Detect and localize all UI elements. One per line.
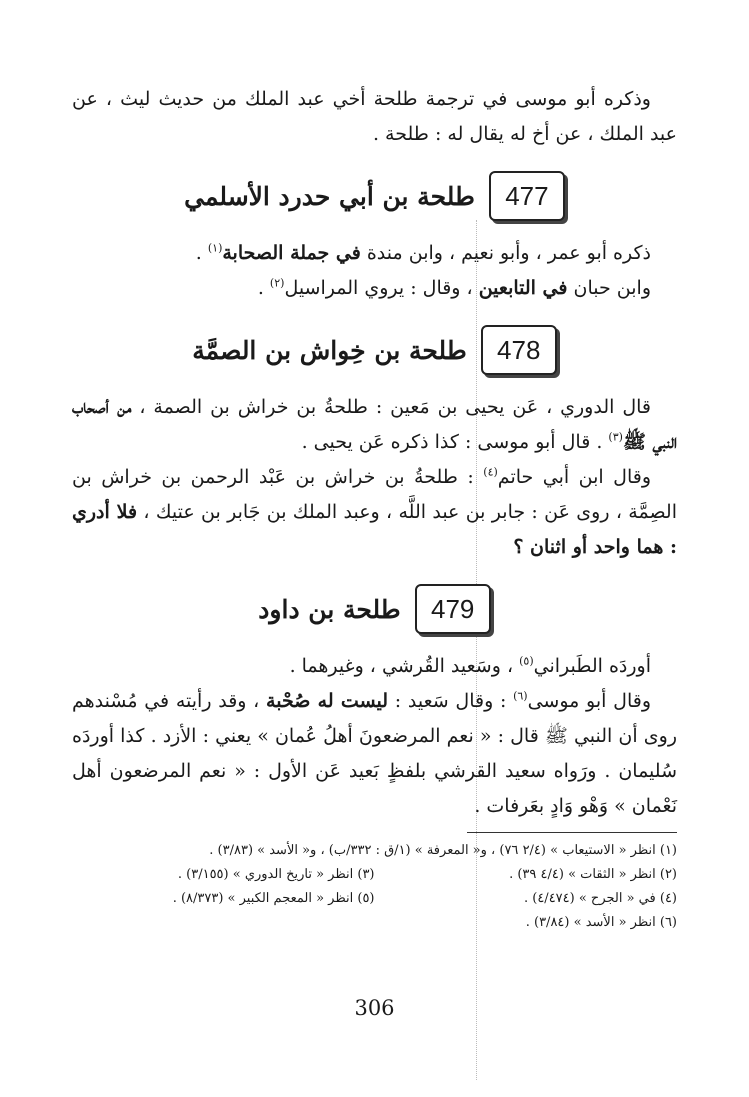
entry-478-para-1	[72, 390, 677, 460]
footnote-1: (١) انظر « الاستيعاب » (٢/٤ ٧٦) ، و« المعرفة » (١/ق : ٣٣٢/ب) ، و« الأسد » (٣/٨٣) .	[209, 843, 677, 858]
entry-header-478	[72, 320, 677, 380]
footnote-ref: (٣)	[608, 430, 623, 444]
footnote-6: (٦) انظر « الأسد » (٣/٨٤) .	[525, 915, 677, 930]
text-run: : طلحةُ بن خراش بن عَبْد الرحمن بن خراش بن الصِمَّة ، روى عَن : جابر بن عبد اللَّه ، وعبد الملك بن جَابر بن عتيك ،	[72, 466, 677, 523]
text-run: ذكره أبو عمر ، وأبو نعيم ، وابن مندة	[360, 242, 651, 264]
entry-title: طلحة بن خِواش بن الصمَّة	[192, 335, 467, 365]
text-run: وقال أبو موسى	[527, 690, 652, 712]
entry-title: طلحة بن داود	[258, 594, 401, 624]
bold-text: فلا أدري : هما واحد أو اثنان ؟	[72, 501, 677, 558]
entry-number-box: 479	[415, 584, 491, 634]
text-run: : وقال سَعيد :	[388, 690, 514, 712]
bold-text: ليست له صُحْبة	[266, 690, 389, 712]
entry-478-para-2	[72, 460, 677, 565]
text-run: وقال ابن أبي حاتم	[497, 466, 651, 488]
footnotes	[72, 839, 677, 935]
footnote-divider	[467, 832, 677, 833]
page-body	[72, 82, 677, 935]
entry-header-479	[72, 579, 677, 639]
footnote-ref: (٦)	[513, 689, 528, 703]
text-run: قال الدوري ، عَن يحيى بن مَعين : طلحةُ بن خراش بن الصمة ،	[131, 396, 652, 418]
text-run: .	[257, 277, 270, 299]
footnote-4: (٤) في « الجرح » (٤/٤٧٤) .	[523, 891, 677, 906]
text-run: .	[195, 242, 208, 264]
footnote-ref: (١)	[207, 241, 223, 255]
footnote-ref: (٥)	[519, 654, 534, 668]
entry-479-para-2	[72, 684, 677, 824]
footnote-row	[72, 863, 677, 887]
entry-477-para-1	[72, 236, 677, 271]
entry-number-box: 478	[481, 325, 557, 375]
footnote-3: (٣) انظر « تاريخ الدوري » (٣/١٥٥) .	[177, 867, 375, 882]
text-run: ، وقد رأيته في مُسْندهم روى أن النبي ﷺ قال : « نعم المرضعونَ أهلُ عُمان » يعني : الأزد . كذا أوردَه سُليمان . ورَواه سعيد القرشي بلفظٍ بَعيد عَن الأول : « نعم المرضعون أهل نَعْمان » وَهْو وَادٍ بعَرفات .	[72, 690, 677, 817]
footnote-ref: (٢)	[269, 276, 285, 290]
footnote-2: (٢) انظر « الثقات » (٤/٤ ٣٩) .	[509, 867, 677, 882]
text-run: . قال أبو موسى : كذا ذكره عَن يحيى .	[301, 431, 609, 453]
footnote-row	[72, 887, 677, 911]
text-run: ، وقال : يروي المراسيل	[284, 277, 479, 299]
intro-paragraph	[72, 82, 677, 152]
bold-text: في جملة الصحابة	[222, 242, 361, 264]
page-number: 306	[354, 996, 395, 1020]
entry-title: طلحة بن أبي حدرد الأسلمي	[184, 181, 475, 211]
text-run: أوردَه الطَبراني	[533, 655, 651, 677]
bold-text: في التابعين	[478, 277, 568, 299]
footnote-ref: (٤)	[483, 465, 498, 479]
text-run: ، وسَعيد القُرشي ، وغيرهما .	[289, 655, 520, 677]
text-run: وابن حبان	[567, 277, 651, 299]
bold-text: من أصحاب النبي ﷺ	[72, 396, 677, 453]
footnote-row	[72, 911, 677, 935]
entry-number-box: 477	[489, 171, 565, 221]
entry-479-para-1	[72, 649, 677, 684]
entry-477-para-2	[72, 271, 677, 306]
footnote-5: (٥) انظر « المعجم الكبير » (٨/٣٧٣) .	[172, 891, 375, 906]
intro-text: وذكره أبو موسى في ترجمة طلحة أخي عبد الملك من حديث ليث ، عن عبد الملك ، عن أخ له يقال له : طلحة .	[72, 88, 677, 145]
entry-header-477	[72, 166, 677, 226]
